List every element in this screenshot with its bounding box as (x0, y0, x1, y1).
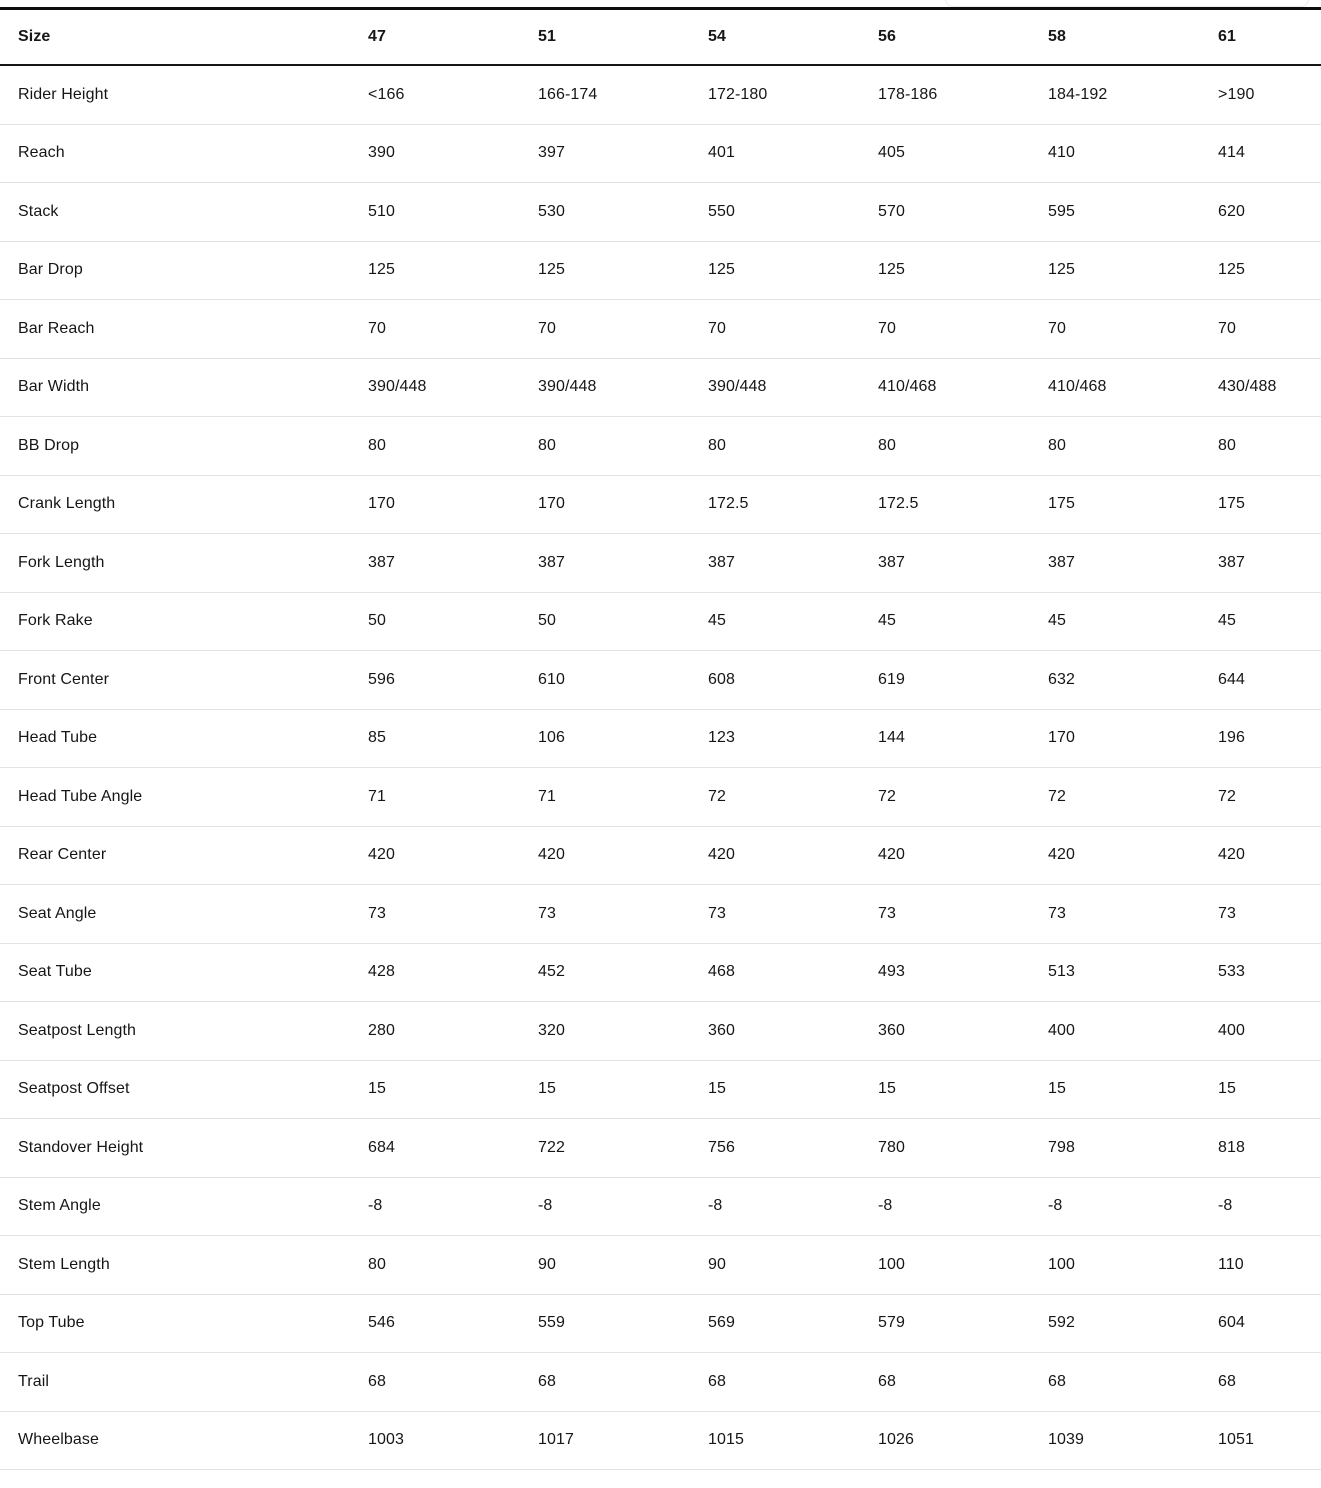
cell-value: 420 (520, 826, 690, 885)
cell-value: 387 (1200, 534, 1321, 593)
cell-value: 530 (520, 183, 690, 242)
cell-value: 644 (1200, 651, 1321, 710)
cell-value: 410/468 (1030, 358, 1200, 417)
table-row (0, 592, 1321, 651)
cell-value: 756 (690, 1119, 860, 1178)
cell-value: 533 (1200, 943, 1321, 1002)
cell-value: 68 (1200, 1353, 1321, 1412)
table-row (0, 1236, 1321, 1295)
row-label: Head Tube Angle (0, 768, 350, 827)
cell-value: 608 (690, 651, 860, 710)
row-label: Fork Length (0, 534, 350, 593)
header-size-label: Size (0, 9, 350, 66)
cell-value: 196 (1200, 709, 1321, 768)
cell-value: 390/448 (520, 358, 690, 417)
row-label: Reach (0, 124, 350, 183)
cell-value: 125 (860, 241, 1030, 300)
cell-value: -8 (520, 1177, 690, 1236)
cell-value: 72 (1030, 768, 1200, 827)
row-label: Trail (0, 1353, 350, 1412)
cell-value: 125 (1030, 241, 1200, 300)
table-row (0, 1294, 1321, 1353)
cell-value: 50 (350, 592, 520, 651)
table-row (0, 1060, 1321, 1119)
cell-value: <166 (350, 65, 520, 124)
cell-value: 70 (860, 300, 1030, 359)
cell-value: 100 (860, 1236, 1030, 1295)
cell-value: 468 (690, 943, 860, 1002)
cell-value: 80 (1030, 417, 1200, 476)
table-row (0, 300, 1321, 359)
table-row (0, 709, 1321, 768)
table-row (0, 1119, 1321, 1178)
table-row (0, 65, 1321, 124)
cell-value: 73 (1200, 885, 1321, 944)
cell-value: 70 (690, 300, 860, 359)
cell-value: 397 (520, 124, 690, 183)
cell-value: 45 (690, 592, 860, 651)
cell-value: 632 (1030, 651, 1200, 710)
cell-value: 280 (350, 1002, 520, 1061)
cell-value: 68 (690, 1353, 860, 1412)
cell-value: 123 (690, 709, 860, 768)
table-row (0, 943, 1321, 1002)
cell-value: 780 (860, 1119, 1030, 1178)
cell-value: 68 (860, 1353, 1030, 1412)
cell-value: 172.5 (860, 475, 1030, 534)
table-row (0, 1411, 1321, 1470)
cell-value: 620 (1200, 183, 1321, 242)
table-row (0, 417, 1321, 476)
row-label: Wheelbase (0, 1411, 350, 1470)
cell-value: 510 (350, 183, 520, 242)
cell-value: 80 (1200, 417, 1321, 476)
cell-value: 619 (860, 651, 1030, 710)
header-col-61: 61 (1200, 9, 1321, 66)
cell-value: -8 (1030, 1177, 1200, 1236)
cell-value: 80 (350, 417, 520, 476)
cell-value: 90 (520, 1236, 690, 1295)
row-label: Top Tube (0, 1294, 350, 1353)
cell-value: 400 (1200, 1002, 1321, 1061)
cell-value: 45 (1030, 592, 1200, 651)
table-row (0, 768, 1321, 827)
cell-value: 71 (350, 768, 520, 827)
cell-value: 125 (520, 241, 690, 300)
cell-value: 405 (860, 124, 1030, 183)
cell-value: 420 (860, 826, 1030, 885)
cell-value: 71 (520, 768, 690, 827)
cell-value: 513 (1030, 943, 1200, 1002)
cell-value: 390/448 (350, 358, 520, 417)
cell-value: 70 (1200, 300, 1321, 359)
cell-value: 85 (350, 709, 520, 768)
cell-value: 178-186 (860, 65, 1030, 124)
cell-value: 73 (1030, 885, 1200, 944)
cell-value: 387 (860, 534, 1030, 593)
table-row (0, 183, 1321, 242)
cell-value: 1017 (520, 1411, 690, 1470)
cell-value: 170 (520, 475, 690, 534)
header-col-58: 58 (1030, 9, 1200, 66)
row-label: Crank Length (0, 475, 350, 534)
header-col-51: 51 (520, 9, 690, 66)
row-label: Stack (0, 183, 350, 242)
cell-value: 172.5 (690, 475, 860, 534)
cell-value: 15 (520, 1060, 690, 1119)
cell-value: 80 (860, 417, 1030, 476)
row-label: Seatpost Length (0, 1002, 350, 1061)
cell-value: 493 (860, 943, 1030, 1002)
row-label: Bar Reach (0, 300, 350, 359)
cell-value: 592 (1030, 1294, 1200, 1353)
cell-value: 420 (1030, 826, 1200, 885)
cell-value: 420 (350, 826, 520, 885)
cell-value: 72 (1200, 768, 1321, 827)
cell-value: 45 (860, 592, 1030, 651)
row-label: Head Tube (0, 709, 350, 768)
cell-value: 170 (350, 475, 520, 534)
cell-value: 1003 (350, 1411, 520, 1470)
cell-value: 1039 (1030, 1411, 1200, 1470)
cell-value: -8 (860, 1177, 1030, 1236)
cell-value: 798 (1030, 1119, 1200, 1178)
cell-value: 70 (350, 300, 520, 359)
cell-value: 430/488 (1200, 358, 1321, 417)
cell-value: 80 (350, 1236, 520, 1295)
cell-value: 68 (520, 1353, 690, 1412)
cell-value: 70 (520, 300, 690, 359)
header-row (0, 9, 1321, 66)
row-label: Fork Rake (0, 592, 350, 651)
cell-value: 90 (690, 1236, 860, 1295)
cell-value: 72 (690, 768, 860, 827)
cell-value: 320 (520, 1002, 690, 1061)
cell-value: 50 (520, 592, 690, 651)
cell-value: -8 (690, 1177, 860, 1236)
cell-value: 1015 (690, 1411, 860, 1470)
table-row (0, 1177, 1321, 1236)
cell-value: 387 (350, 534, 520, 593)
table-row (0, 1002, 1321, 1061)
cell-value: 387 (520, 534, 690, 593)
cell-value: 170 (1030, 709, 1200, 768)
table-row (0, 124, 1321, 183)
cell-value: 15 (690, 1060, 860, 1119)
cell-value: 410/468 (860, 358, 1030, 417)
cell-value: 15 (860, 1060, 1030, 1119)
cell-value: 15 (350, 1060, 520, 1119)
cell-value: 45 (1200, 592, 1321, 651)
cell-value: 166-174 (520, 65, 690, 124)
cell-value: 144 (860, 709, 1030, 768)
cell-value: 420 (690, 826, 860, 885)
cell-value: 595 (1030, 183, 1200, 242)
cell-value: 125 (690, 241, 860, 300)
cell-value: 428 (350, 943, 520, 1002)
geometry-table (0, 7, 1321, 1470)
cell-value: 1026 (860, 1411, 1030, 1470)
header-col-54: 54 (690, 9, 860, 66)
row-label: BB Drop (0, 417, 350, 476)
row-label: Seat Tube (0, 943, 350, 1002)
table-row (0, 885, 1321, 944)
row-label: Seatpost Offset (0, 1060, 350, 1119)
cell-value: 172-180 (690, 65, 860, 124)
cell-value: 420 (1200, 826, 1321, 885)
row-label: Rider Height (0, 65, 350, 124)
cell-value: 360 (860, 1002, 1030, 1061)
cell-value: 175 (1200, 475, 1321, 534)
row-label: Standover Height (0, 1119, 350, 1178)
row-label: Stem Length (0, 1236, 350, 1295)
cell-value: 410 (1030, 124, 1200, 183)
row-label: Rear Center (0, 826, 350, 885)
cell-value: 452 (520, 943, 690, 1002)
cell-value: 546 (350, 1294, 520, 1353)
cell-value: -8 (1200, 1177, 1321, 1236)
cell-value: 559 (520, 1294, 690, 1353)
table-row (0, 241, 1321, 300)
cell-value: 184-192 (1030, 65, 1200, 124)
cell-value: 125 (1200, 241, 1321, 300)
header-col-47: 47 (350, 9, 520, 66)
table-row (0, 358, 1321, 417)
cell-value: 80 (690, 417, 860, 476)
table-row (0, 651, 1321, 710)
cell-value: 390/448 (690, 358, 860, 417)
cell-value: 400 (1030, 1002, 1200, 1061)
cell-value: -8 (350, 1177, 520, 1236)
cell-value: 390 (350, 124, 520, 183)
cell-value: 72 (860, 768, 1030, 827)
row-label: Stem Angle (0, 1177, 350, 1236)
cell-value: 68 (1030, 1353, 1200, 1412)
cell-value: 73 (860, 885, 1030, 944)
cell-value: 722 (520, 1119, 690, 1178)
cell-value: >190 (1200, 65, 1321, 124)
cell-value: 414 (1200, 124, 1321, 183)
table-row (0, 1353, 1321, 1412)
cell-value: 569 (690, 1294, 860, 1353)
cell-value: 360 (690, 1002, 860, 1061)
cell-value: 604 (1200, 1294, 1321, 1353)
row-label: Bar Width (0, 358, 350, 417)
cell-value: 387 (1030, 534, 1200, 593)
cell-value: 15 (1200, 1060, 1321, 1119)
cell-value: 175 (1030, 475, 1200, 534)
cell-value: 818 (1200, 1119, 1321, 1178)
row-label: Seat Angle (0, 885, 350, 944)
cell-value: 684 (350, 1119, 520, 1178)
cell-value: 15 (1030, 1060, 1200, 1119)
table-row (0, 534, 1321, 593)
cell-value: 68 (350, 1353, 520, 1412)
cell-value: 1051 (1200, 1411, 1321, 1470)
cell-value: 125 (350, 241, 520, 300)
table-row (0, 826, 1321, 885)
cell-value: 100 (1030, 1236, 1200, 1295)
cell-value: 80 (520, 417, 690, 476)
row-label: Front Center (0, 651, 350, 710)
cell-value: 596 (350, 651, 520, 710)
cell-value: 387 (690, 534, 860, 593)
cell-value: 110 (1200, 1236, 1321, 1295)
header-col-56: 56 (860, 9, 1030, 66)
cell-value: 570 (860, 183, 1030, 242)
cell-value: 73 (350, 885, 520, 944)
cell-value: 106 (520, 709, 690, 768)
table-row (0, 475, 1321, 534)
cell-value: 401 (690, 124, 860, 183)
cell-value: 73 (690, 885, 860, 944)
row-label: Bar Drop (0, 241, 350, 300)
cell-value: 610 (520, 651, 690, 710)
cell-value: 73 (520, 885, 690, 944)
cell-value: 550 (690, 183, 860, 242)
cell-value: 579 (860, 1294, 1030, 1353)
cell-value: 70 (1030, 300, 1200, 359)
